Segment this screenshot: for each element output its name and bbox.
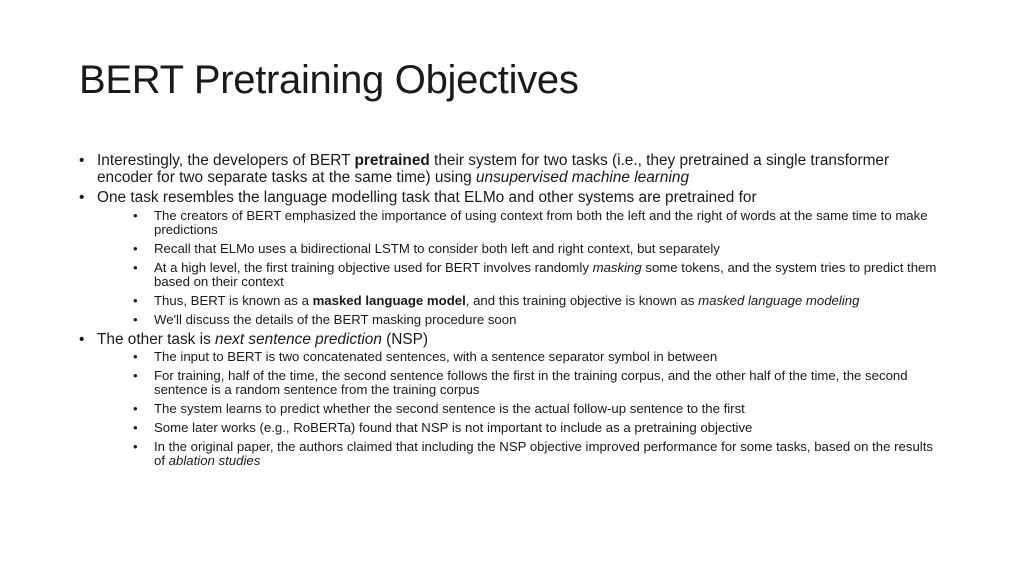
italic-text: unsupervised machine learning — [475, 168, 690, 186]
sub-bullet-text: The creators of BERT emphasized the importance of using context from both the left and the right of words at the same time to make predictions — [154, 207, 928, 237]
italic-text: next sentence prediction — [215, 330, 382, 348]
slide-body — [79, 153, 939, 473]
bullet-dot-icon: • — [133, 240, 138, 256]
sub-bullet-text: Some later works (e.g., RoBERTa) found that NSP is not important to include as a pretraining objective — [154, 420, 753, 435]
sub-bullet — [97, 421, 939, 435]
bold-text: masked language model — [312, 292, 466, 308]
sub-bullet — [97, 402, 939, 416]
italic-text: masked language modeling — [698, 292, 860, 308]
sub-bullet-text: Thus, BERT is known as a — [154, 292, 313, 308]
sub-bullet-text: We'll discuss the details of the BERT masking procedure soon — [154, 311, 517, 327]
sub-bullet — [97, 313, 939, 327]
sub-bullet-text: some tokens, and the system tries to predict them based on their context — [154, 259, 937, 289]
italic-text: masking — [592, 259, 642, 275]
bullet-dot-icon: • — [133, 207, 138, 223]
sub-bullet — [97, 242, 939, 256]
sub-bullet — [97, 294, 939, 308]
bold-text: pretrained — [354, 152, 430, 169]
sub-bullet-text: Recall that ELMo uses a bidirectional LSTM to consider both left and right context, but separately — [154, 240, 720, 256]
bullet-dot-icon: • — [133, 368, 138, 383]
bullet-text: (NSP) — [381, 330, 429, 348]
sub-bullet-text: The input to BERT is two concatenated sentences, with a sentence separator symbol in between — [154, 349, 718, 364]
bullet-dot-icon: • — [133, 420, 138, 435]
bullet-dot-icon: • — [79, 189, 85, 206]
bullet-mlm-task — [79, 190, 939, 327]
sub-bullet-text: In the original paper, the authors claimed that including the NSP objective improved performance for some tasks, based on the results of — [154, 439, 933, 468]
bullet-dot-icon: • — [79, 330, 85, 348]
sub-bullet-list — [97, 209, 939, 327]
sub-bullet-text: , and this training objective is known as — [465, 292, 699, 308]
sub-bullet-text: The system learns to predict whether the second sentence is the actual follow-up sentence to the first — [154, 401, 745, 416]
bullet-text: Interestingly, the developers of BERT — [97, 152, 355, 169]
italic-text: ablation studies — [168, 453, 261, 468]
sub-bullet — [97, 261, 939, 289]
bullet-dot-icon: • — [133, 259, 138, 275]
bullet-text: their system for two tasks (i.e., they pretrained a single transformer encoder for two separate tasks at the same time) using — [97, 152, 890, 186]
bullet-dot-icon: • — [133, 439, 138, 454]
bullet-nsp-task — [79, 332, 939, 469]
sub-bullet-list — [97, 350, 939, 468]
sub-bullet — [97, 350, 939, 364]
bullet-dot-icon: • — [133, 311, 138, 327]
bullet-dot-icon: • — [79, 152, 85, 169]
bullet-text: One task resembles the language modelling task that ELMo and other systems are pretrained for — [97, 189, 757, 206]
sub-bullet — [97, 440, 939, 468]
bullet-text: The other task is — [97, 330, 216, 348]
sub-bullet — [97, 209, 939, 237]
sub-bullet-text: For training, half of the time, the second sentence follows the first in the training corpus, and the other half of the time, the second sentence is a random sentence from the training corpus — [154, 368, 908, 397]
bullet-dot-icon: • — [133, 292, 138, 308]
slide-title: BERT Pretraining Objectives — [79, 58, 579, 102]
bullet-list — [79, 153, 939, 468]
sub-bullet-text: At a high level, the first training objective used for BERT involves randomly — [154, 259, 593, 275]
bullet-dot-icon: • — [133, 349, 138, 364]
sub-bullet — [97, 369, 939, 397]
bullet-pretraining-intro — [79, 153, 939, 186]
bullet-dot-icon: • — [133, 401, 138, 416]
